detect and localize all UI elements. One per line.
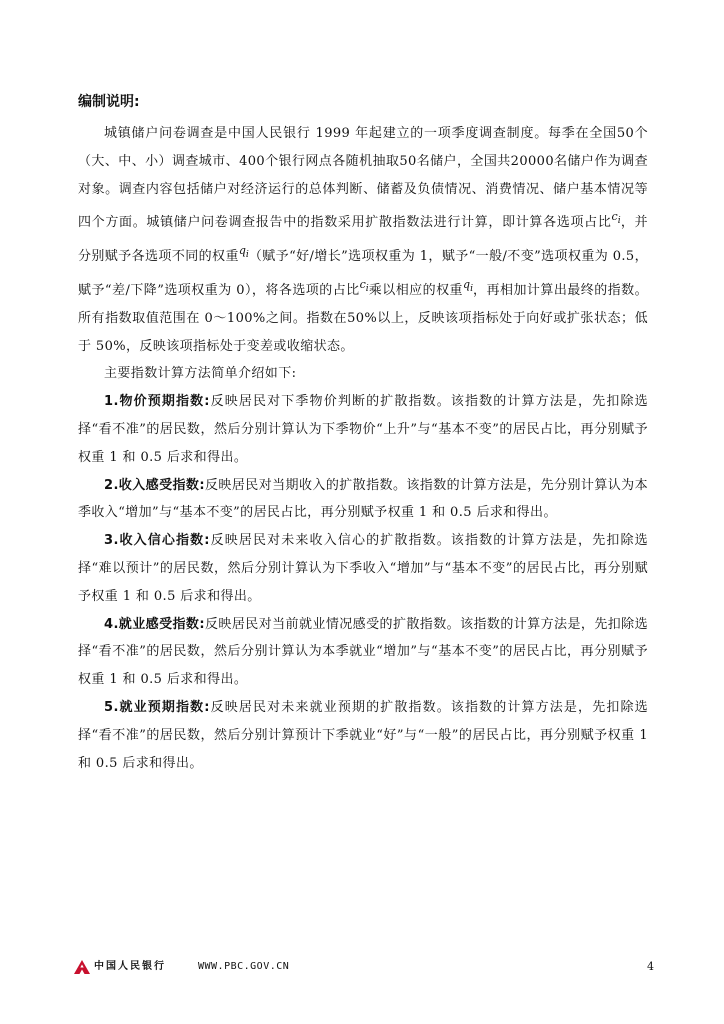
method-item-text: 反映居民对当期收入的扩散指数。该指数的计算方法是，先分别计算认为本季收入“增加”与“基本不变”的居民占比，再分别赋予权重 1 和 0.5 后求和得出。 bbox=[78, 477, 648, 521]
method-item-text: 反映居民对未来就业预期的扩散指数。该指数的计算方法是，先扣除选择“看不准”的居民数，然后分别计算预计下季就业“好”与“一般”的居民占比，再分别赋予权重 1 和 0.5 后求和得出。 bbox=[78, 699, 648, 771]
intro-paragraph bbox=[78, 120, 648, 360]
variable-c-letter: c bbox=[611, 210, 618, 224]
method-item-title: 5.就业预期指数: bbox=[104, 699, 210, 715]
method-item bbox=[78, 472, 648, 528]
methods-intro: 主要指数计算方法简单介绍如下: bbox=[104, 366, 297, 382]
intro-text-3: （赋予“好/增长”选项权重为 1，赋予“一般/不变”选项权重为 0.5，赋予“差/下降”选项权重为 0），将各选项的占比 bbox=[78, 249, 648, 298]
method-item-title: 3.收入信心指数: bbox=[104, 533, 210, 549]
variable-c-subscript-2: i bbox=[365, 283, 369, 295]
footer-logo bbox=[74, 957, 166, 977]
method-item bbox=[78, 694, 648, 777]
method-item-text: 反映居民对当前就业情况感受的扩散指数。该指数的计算方法是，先扣除选择“看不准”的居民数，然后分别计算认为本季就业“增加”与“基本不变”的居民占比，再分别赋予权重 1 和 0.5 后求和得出。 bbox=[78, 616, 648, 688]
variable-q-letter: q bbox=[238, 244, 246, 258]
method-item-title: 4.就业感受指数: bbox=[104, 616, 205, 632]
method-item bbox=[78, 388, 648, 471]
document-body bbox=[78, 120, 648, 777]
intro-text-2: ，并分别赋予各选项不同的权重 bbox=[78, 215, 648, 265]
variable-c bbox=[611, 210, 621, 227]
intro-text-5: ，再相加计算出最终的指数。所有指数取值范围在 0～100%之间。指数在50%以上，反映该项指标处于向好或扩张状态；低于 50%，反映该项指标处于变差或收缩状态。 bbox=[78, 282, 648, 354]
method-item-text: 反映居民对未来收入信心的扩散指数。该指数的计算方法是，先扣除选择“难以预计”的居民数，然后分别计算认为下季收入“增加”与“基本不变”的居民占比，再分别赋予权重 1 和 0.5 后求和得出。 bbox=[78, 533, 648, 604]
page-footer bbox=[74, 957, 654, 977]
page-number: 4 bbox=[647, 960, 654, 973]
variable-c-letter-2: c bbox=[359, 277, 366, 291]
variable-c-2 bbox=[359, 277, 369, 295]
variable-q bbox=[238, 244, 249, 261]
method-item bbox=[78, 611, 648, 694]
intro-text-4: 乘以相应的权重 bbox=[368, 282, 464, 298]
variable-q-2 bbox=[463, 277, 473, 295]
bank-name: 中国人民银行 bbox=[94, 961, 166, 972]
method-item-title: 2.收入感受指数: bbox=[104, 477, 205, 493]
method-item-title: 1.物价预期指数: bbox=[104, 394, 210, 410]
variable-q-letter-2: q bbox=[463, 277, 471, 291]
method-item-text: 反映居民对下季物价判断的扩散指数。该指数的计算方法是，先扣除选择“看不准”的居民数，然后分别计算认为下季物价“上升”与“基本不变”的居民占比，再分别赋予权重 1 和 0.5 后求和得出。 bbox=[78, 394, 648, 465]
pbc-emblem-icon bbox=[74, 960, 90, 974]
intro-text-1: 城镇储户问卷调查是中国人民银行 1999 年起建立的一项季度调查制度。每季在全国50个（大、中、小）调查城市、400个银行网点各随机抽取50名储户，全国共20000名储户作为调查对象。调查内容包括储户对经济运行的总体判断、储蓄及负债情况、消费情况、储户基本情况等四个方面。城镇储户问卷调查报告中的指数采用扩散指数法进行计算，即计算各选项占比 bbox=[78, 126, 648, 231]
website-url: WWW.PBC.GOV.CN bbox=[198, 961, 290, 972]
variable-q-subscript: i bbox=[245, 249, 249, 261]
method-item bbox=[78, 527, 648, 610]
page-title: 编制说明: bbox=[78, 94, 140, 110]
variable-q-subscript-2: i bbox=[470, 283, 473, 295]
variable-c-subscript: i bbox=[617, 215, 621, 227]
